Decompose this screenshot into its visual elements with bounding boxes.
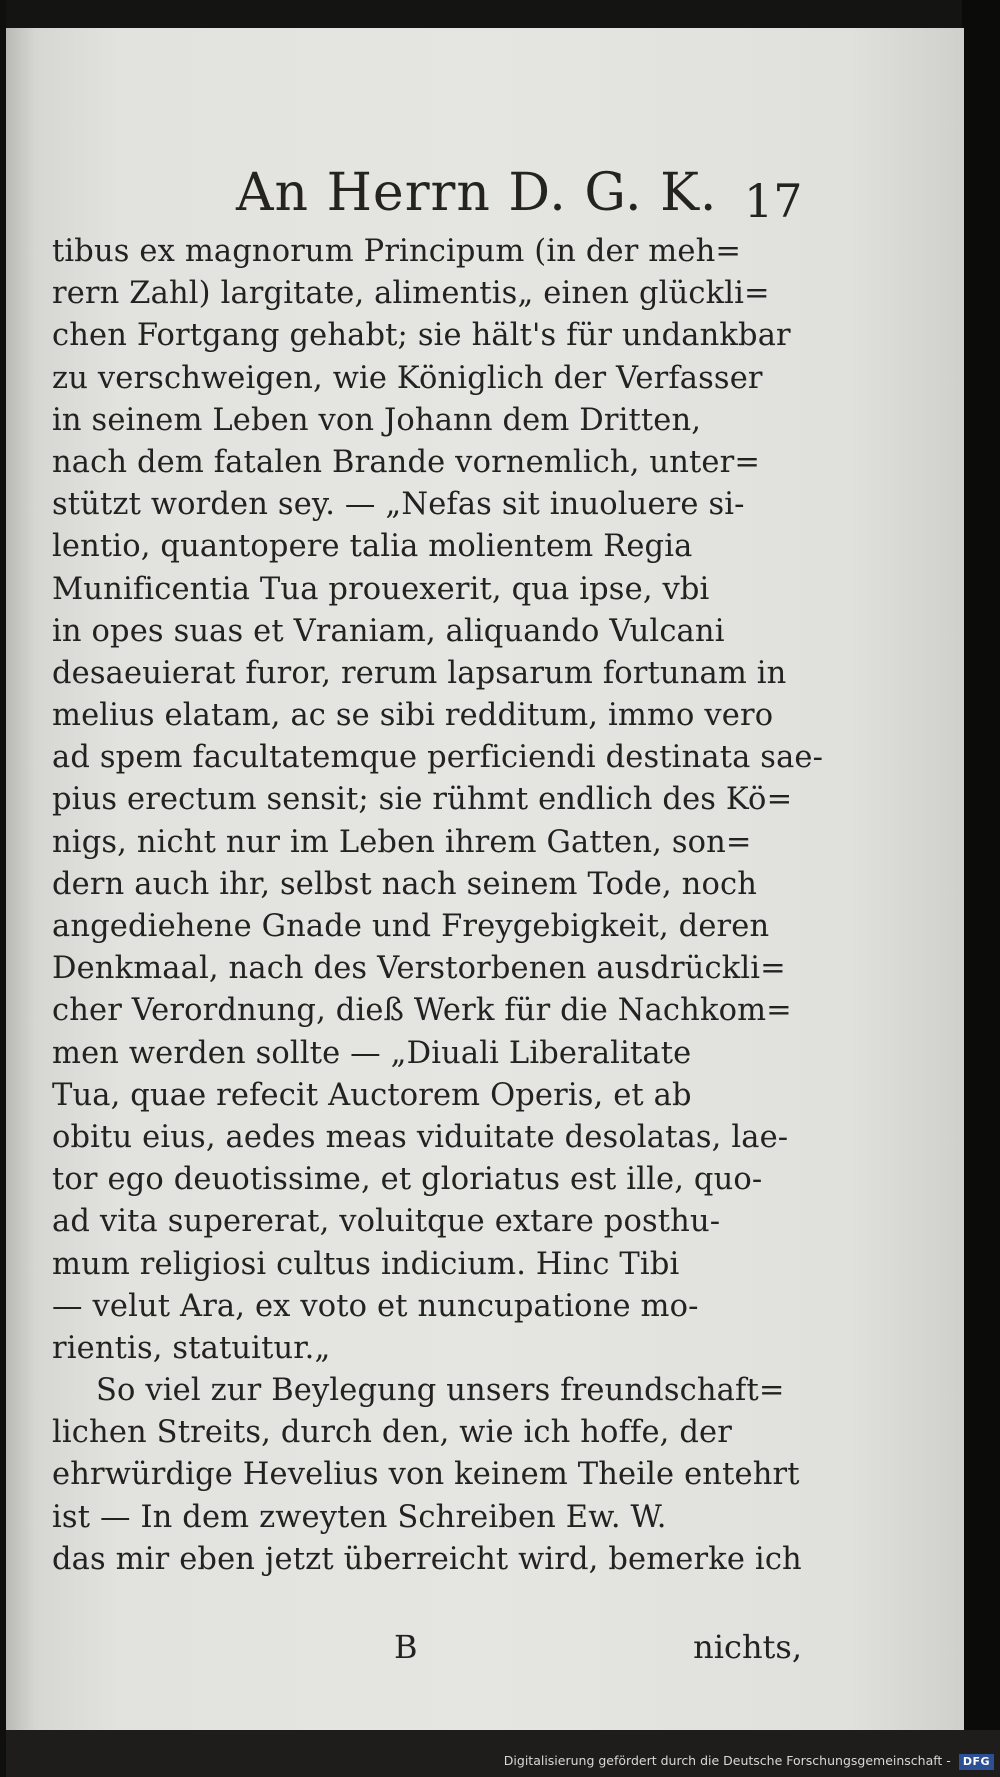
paragraph-start-line: So viel zur Beylegung unsers freundschaft= — [96, 1373, 785, 1409]
text-line: in opes suas et Vraniam, aliquando Vulcani — [52, 613, 725, 649]
text-line: chen Fortgang gehabt; sie hält's für undankbar — [52, 318, 791, 354]
text-line: obitu eius, aedes meas viduitate desolatas, lae- — [52, 1119, 789, 1155]
text-line: ist — In dem zweyten Schreiben Ew. W. — [52, 1499, 667, 1535]
text-line: zu verschweigen, wie Königlich der Verfasser — [52, 360, 763, 396]
text-line: cher Verordnung, dieß Werk für die Nachkom= — [52, 993, 792, 1029]
text-line: pius erectum sensit; sie rühmt endlich des Kö= — [52, 782, 793, 818]
running-title: An Herrn D. G. K. — [236, 163, 718, 223]
scan-top-shadow — [0, 0, 1000, 30]
page-header — [6, 148, 964, 238]
scan-right-edge — [962, 0, 1000, 1730]
text-line: rientis, statuitur.„ — [52, 1330, 331, 1366]
text-line: Denkmaal, nach des Verstorbenen ausdrückli= — [52, 951, 786, 987]
text-line: — velut Ara, ex voto et nuncupatione mo- — [52, 1288, 699, 1324]
text-line: stützt worden sey. — „Nefas sit inuoluere si- — [52, 487, 745, 523]
text-line: ad vita supererat, voluitque extare posthu- — [52, 1204, 721, 1240]
digitization-credit — [0, 1744, 994, 1777]
text-line: melius elatam, ac se sibi redditum, immo vero — [52, 698, 774, 734]
text-body — [52, 231, 824, 1661]
text-line: tibus ex magnorum Principum (in der meh= — [52, 234, 742, 269]
text-line: desaeuierat furor, rerum lapsarum fortunam in — [52, 655, 787, 691]
text-line: dern auch ihr, selbst nach seinem Tode, noch — [52, 866, 757, 902]
text-line: men werden sollte — „Diuali Liberalitate — [52, 1035, 692, 1071]
text-line: ad spem facultatemque perficiendi destinata sae- — [52, 740, 824, 776]
signature-mark: B — [394, 1628, 418, 1666]
text-line: Munificentia Tua prouexerit, qua ipse, vbi — [52, 571, 710, 607]
text-line: lentio, quantopere talia molientem Regia — [52, 529, 693, 565]
text-line: nach dem fatalen Brande vornemlich, unter= — [52, 444, 761, 480]
text-line: rern Zahl) largitate, alimentis„ einen glückli= — [52, 276, 770, 312]
text-line: mum religiosi cultus indicium. Hinc Tibi — [52, 1246, 680, 1282]
text-line: in seinem Leben von Johann dem Dritten, — [52, 402, 702, 438]
text-line: angediehene Gnade und Freygebigkeit, deren — [52, 909, 770, 944]
text-line: nigs, nicht nur im Leben ihrem Gatten, son= — [52, 824, 752, 860]
text-line: lichen Streits, durch den, wie ich hoffe, der — [52, 1415, 732, 1451]
text-line: das mir eben jetzt überreicht wird, bemerke ich — [52, 1541, 802, 1577]
credit-text: Digitalisierung gefördert durch die Deutsche Forschungsgemeinschaft - — [503, 1753, 951, 1768]
gutter-shadow — [6, 28, 36, 1730]
text-line: tor ego deuotissime, et gloriatus est ille, quo- — [52, 1162, 763, 1198]
catchword: nichts, — [693, 1628, 802, 1666]
text-line: ehrwürdige Hevelius von keinem Theile entehrt — [52, 1457, 800, 1493]
dfg-logo-icon: DFG — [959, 1754, 994, 1770]
page-footer-marks — [6, 1622, 964, 1672]
book-page — [6, 28, 964, 1730]
page-number: 17 — [744, 174, 803, 228]
text-line: Tua, quae refecit Auctorem Operis, et ab — [52, 1077, 692, 1113]
